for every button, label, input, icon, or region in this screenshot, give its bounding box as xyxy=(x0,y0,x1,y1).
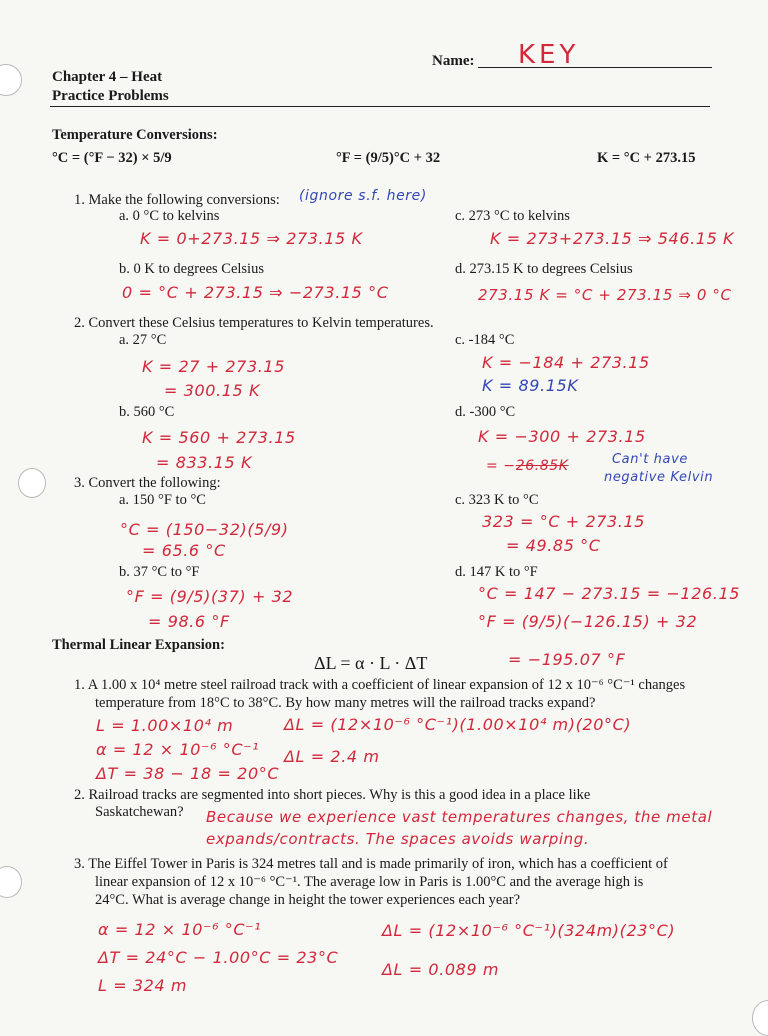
q2d-answer-2 xyxy=(486,458,569,474)
q2a-answer-1: K = 27 + 273.15 xyxy=(142,357,285,376)
q3d-label: d. 147 K to °F xyxy=(455,564,538,580)
q3c-answer-2: = 49.85 °C xyxy=(506,536,601,555)
exp-q2-ans-2: expands/contracts. The spaces avoids warping. xyxy=(206,830,590,848)
exp-q3-ans-L: L = 324 m xyxy=(98,976,188,995)
q3a-answer-2: = 65.6 °C xyxy=(142,541,226,560)
conversions-heading: Temperature Conversions: xyxy=(52,127,218,143)
exp-q3-ans-result: ΔL = 0.089 m xyxy=(382,960,500,979)
q2b-answer-1: K = 560 + 273.15 xyxy=(142,428,296,447)
punch-hole-bottom xyxy=(0,866,22,898)
q2d-answer-1: K = −300 + 273.15 xyxy=(478,427,646,446)
exp-q2-line-2: Saskatchewan? xyxy=(95,804,184,820)
exp-q3-ans-alpha: α = 12 × 10⁻⁶ °C⁻¹ xyxy=(98,920,262,939)
q3b-label: b. 37 °C to °F xyxy=(119,564,200,580)
q3-prompt: 3. Convert the following: xyxy=(74,475,221,491)
q1-note: (ignore s.f. here) xyxy=(299,188,427,204)
q2d-answer-2-prefix: = − xyxy=(486,458,516,474)
exp-q1-line-2: temperature from 18°C to 38°C. By how many metres will the railroad tracks expand? xyxy=(95,695,596,711)
q2b-answer-2: = 833.15 K xyxy=(156,453,253,472)
q3a-answer-1: °C = (150−32)(5/9) xyxy=(120,520,289,539)
q2b-label: b. 560 °C xyxy=(119,404,175,420)
q1b-answer: 0 = °C + 273.15 ⇒ −273.15 °C xyxy=(122,283,389,302)
q2c-label: c. -184 °C xyxy=(455,332,515,348)
q1d-answer: 273.15 K = °C + 273.15 ⇒ 0 °C xyxy=(478,286,732,304)
exp-q3-ans-eq: ΔL = (12×10⁻⁶ °C⁻¹)(324m)(23°C) xyxy=(382,921,676,940)
exp-q3-ans-dT: ΔT = 24°C − 1.00°C = 23°C xyxy=(98,948,339,967)
q2d-note-2: negative Kelvin xyxy=(604,470,714,485)
exp-q3-line-1: 3. The Eiffel Tower in Paris is 324 metres tall and is made primarily of iron, which has a coefficient of xyxy=(74,856,668,872)
formula-k: K = °C + 273.15 xyxy=(597,150,696,166)
q2-prompt: 2. Convert these Celsius temperatures to Kelvin temperatures. xyxy=(74,315,434,331)
q3a-label: a. 150 °F to °C xyxy=(119,492,206,508)
q1c-label: c. 273 °C to kelvins xyxy=(455,208,570,224)
q2d-answer-2-struck: 26.85K xyxy=(515,458,569,474)
q1a-label: a. 0 °C to kelvins xyxy=(119,208,220,224)
expansion-formula: ΔL = α · L · ΔT xyxy=(314,653,428,673)
exp-q2-line-1: 2. Railroad tracks are segmented into short pieces. Why is this a good idea in a place like xyxy=(74,787,591,803)
q1a-answer: K = 0+273.15 ⇒ 273.15 K xyxy=(140,229,363,248)
q3d-answer-3: = −195.07 °F xyxy=(508,650,626,669)
q1-prompt: 1. Make the following conversions: xyxy=(74,192,280,208)
exp-q2-ans-1: Because we experience vast temperatures changes, the metal xyxy=(206,808,713,826)
punch-hole-middle xyxy=(18,468,46,498)
q3c-answer-1: 323 = °C + 273.15 xyxy=(482,512,646,531)
q1b-label: b. 0 K to degrees Celsius xyxy=(119,261,264,277)
exp-q1-ans-dT: ΔT = 38 − 18 = 20°C xyxy=(96,764,280,783)
name-line xyxy=(478,67,712,68)
q1c-answer: K = 273+273.15 ⇒ 546.15 K xyxy=(490,229,735,248)
formula-c: °C = (°F − 32) × 5/9 xyxy=(52,150,172,166)
exp-q3-line-2: linear expansion of 12 x 10⁻⁶ °C⁻¹. The average low in Paris is 1.00°C and the average high is xyxy=(95,874,644,890)
formula-f: °F = (9/5)°C + 32 xyxy=(336,150,441,166)
expansion-heading: Thermal Linear Expansion: xyxy=(52,637,225,653)
punch-hole-bottom-right xyxy=(752,1000,768,1036)
exp-q3-line-3: 24°C. What is average change in height the tower experiences each year? xyxy=(95,892,521,908)
q3d-answer-1: °C = 147 − 273.15 = −126.15 xyxy=(478,584,741,603)
q2c-answer-1: K = −184 + 273.15 xyxy=(482,353,650,372)
name-label: Name: xyxy=(432,53,475,69)
exp-q1-ans-L: L = 1.00×10⁴ m xyxy=(96,716,234,735)
q2a-label: a. 27 °C xyxy=(119,332,167,348)
header-rule xyxy=(50,106,710,107)
punch-hole-top xyxy=(0,64,22,96)
exp-q1-line-1: 1. A 1.00 x 10⁴ metre steel railroad track with a coefficient of linear expansion of 12 x 10⁻⁶ °C⁻¹ changes xyxy=(74,677,686,693)
worksheet-subtitle: Practice Problems xyxy=(52,88,169,104)
q3b-answer-2: = 98.6 °F xyxy=(148,612,230,631)
exp-q1-ans-result: ΔL = 2.4 m xyxy=(284,747,380,766)
q3b-answer-1: °F = (9/5)(37) + 32 xyxy=(126,587,294,606)
exp-q1-ans-eq: ΔL = (12×10⁻⁶ °C⁻¹)(1.00×10⁴ m)(20°C) xyxy=(284,715,632,734)
name-value: KEY xyxy=(518,40,580,70)
q2c-answer-2: K = 89.15K xyxy=(482,376,579,395)
q3d-answer-2: °F = (9/5)(−126.15) + 32 xyxy=(478,612,698,631)
q2d-note-1: Can't have xyxy=(612,452,688,467)
exp-q1-ans-alpha: α = 12 × 10⁻⁶ °C⁻¹ xyxy=(96,740,260,759)
chapter-title: Chapter 4 – Heat xyxy=(52,69,163,85)
q2d-label: d. -300 °C xyxy=(455,404,516,420)
q1d-label: d. 273.15 K to degrees Celsius xyxy=(455,261,633,277)
q3c-label: c. 323 K to °C xyxy=(455,492,539,508)
q2a-answer-2: = 300.15 K xyxy=(164,381,261,400)
